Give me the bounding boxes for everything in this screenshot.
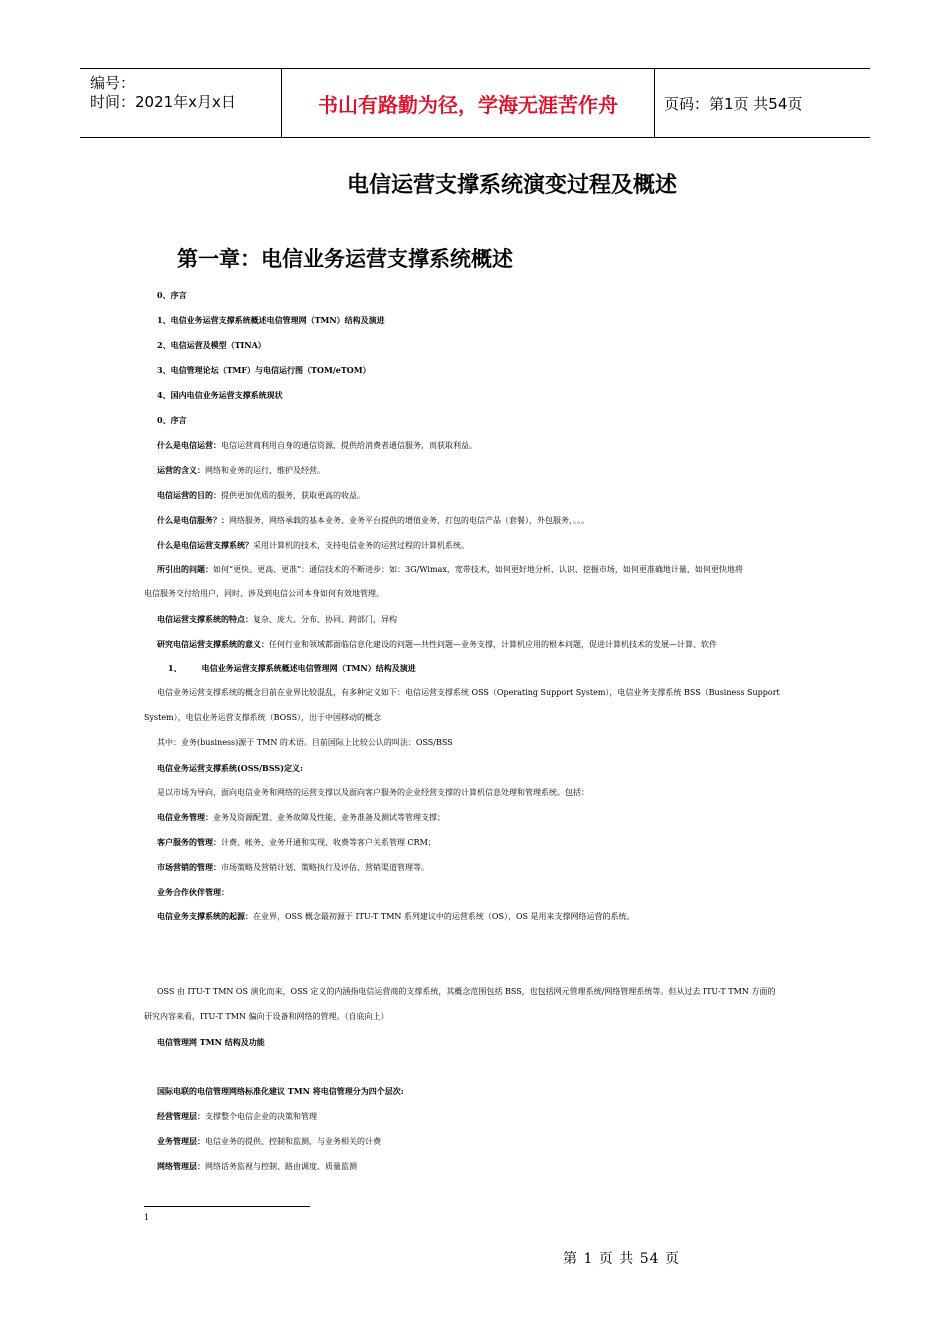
features-line: 电信运营支撑系统的特点：复杂、庞大、分布、协同、跨部门，异构 [157,614,397,624]
section-heading: 0、序言 [157,415,187,425]
qa-line: 什么是电信服务？：网络服务，网络承载的基本业务、业务平台提供的增值业务，打包的电信产品（套餐），外包服务，。。。 [157,515,589,525]
paragraph: 其中：业务(business)源于 TMN 的术语。目前国际上比较公认的叫法：OSS/BSS [157,738,453,747]
paragraph: OSS 由 ITU-T TMN OS 演化而来，OSS 定义的内涵指电信运营商的支撑系统，其概念范围包括 BSS，也包括网元管理系统/网络管理系统等。但从过去 ITU-T TMN 方面的 [157,987,776,996]
list-item: 电信业务管理：业务及资源配置、业务故障及性能、业务准备及测试等管理支撑； [157,812,445,822]
list-item: 业务合作伙伴管理： [157,887,229,897]
document-title: 电信运营支撑系统演变过程及概述 [346,173,677,198]
qa-line: 什么是电信运营支撑系统？采用计算机的技术，支持电信业务的运营过程的计算机系统。 [157,540,469,550]
qa-line: 电信运营的目的：提供更加优质的服务，获取更高的收益。 [157,490,365,500]
page-footer: 第 1 页 共 54 页 [563,1251,680,1267]
toc-item: 2、电信运营及模型（TINA） [157,340,266,350]
header-page-info: 页码：第1页 共54页 [664,94,803,113]
page-header [80,68,870,138]
subsection-heading: 国际电联的电信管理网络标准化建议 TMN 将电信管理分为四个层次: [157,1086,404,1096]
paragraph: System），电信业务运营支撑系统（BOSS），出于中国移动的概念 [144,713,382,722]
date-line: 时间：2021年x月x日 [90,93,236,111]
qa-line: 什么是电信运营：电信运营商利用自身的通信资源，提供给消费者通信服务，而获取利益。 [157,440,477,450]
subsection-heading: 电信管理网 TMN 结构及功能 [157,1037,265,1047]
paragraph: 研究内容来看，ITU-T TMN 偏向于设备和网络的管理。（自底向上） [144,1012,389,1021]
section1-heading: 1、 电信业务运营支撑系统概述电信管理网（TMN）结构及演进 [168,663,416,673]
footnote-number: 1 [144,1213,150,1222]
header-motto: 书山有路勤为径，学海无涯苦作舟 [281,69,655,137]
footnote-rule [144,1206,310,1207]
qa-line: 运营的含义：网络和业务的运行、维护及经营。 [157,465,325,475]
qa-continuation: 电信服务交付给用户，同时、涉及到电信公司本身如何有效地管理。 [144,589,384,598]
chapter-heading: 第一章：电信业务运营支撑系统概述 [177,247,513,271]
list-item: 经营管理层：支撑整个电信企业的决策和管理 [157,1111,317,1121]
list-item: 网络管理层：网络话务监视与控制、路由调度、质量监测 [157,1161,357,1171]
qa-line: 所引出的问题：如何“更快、更高、更准”：通信技术的不断进步：如：3G/Wimax、宽带技术，如何更好地分析、认识、挖掘市场，如何更准确地计量，如何更快地将 [157,564,743,574]
list-item: 电信业务支撑系统的起源：在业界，OSS 概念最初源于 ITU-T TMN 系列建议中的运营系统（OS），OS 是用来支撑网络运营的系统。 [157,911,635,921]
definition-heading: 电信业务运营支撑系统(OSS/BSS)定义: [157,763,303,773]
list-item: 市场营销的管理：市场策略及营销计划、策略执行及评估、营销渠道管理等。 [157,862,429,872]
header-meta [80,69,281,137]
toc-item: 1、电信业务运营支撑系统概述电信管理网（TMN）结构及演进 [157,315,385,325]
paragraph: 电信业务运营支撑系统的概念目前在业界比较混乱，有多种定义如下：电信运营支撑系统 OSS（Operating Support System），电信业务支撑系统 BSS（Business Support [157,688,780,697]
toc-item: 4、国内电信业务运营支撑系统现状 [157,390,283,400]
list-item: 客户服务的管理：计费、帐务、业务开通和实现、收费等客户关系管理 CRM； [157,837,436,847]
paragraph: 是以市场为导向，面向电信业务和网络的运营支撑以及面向客户服务的企业经营支撑的计算机信息处理和管理系统。包括： [157,788,589,797]
list-item: 业务管理层：电信业务的提供、控制和监测，与业务相关的计费 [157,1136,381,1146]
significance-line: 研究电信运营支撑系统的意义：任何行业和领域都面临信息化建设的问题—共性问题—业务支撑，计算机应用的根本问题，促进计算机技术的发展—计算、软件 [157,639,717,649]
toc-item: 3、电信管理论坛（TMF）与电信运行图（TOM/eTOM） [157,365,371,375]
toc-item: 0、序言 [157,290,187,300]
number-label: 编号： [90,74,136,92]
